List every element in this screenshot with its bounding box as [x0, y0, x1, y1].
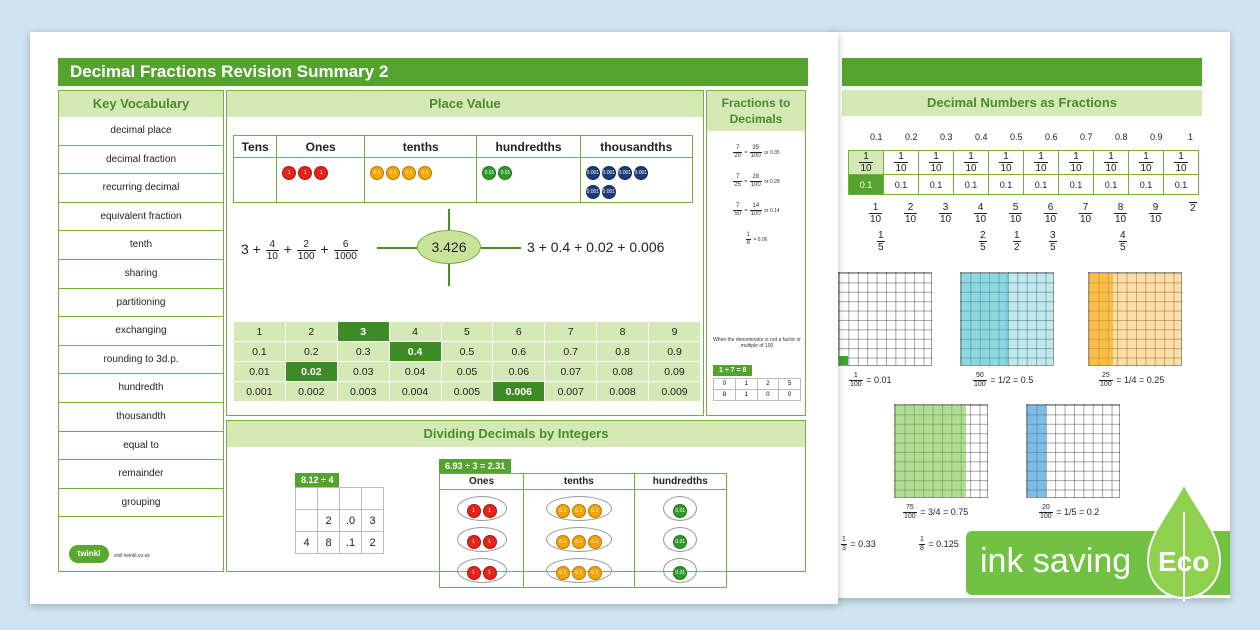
strip-cell: 0.1: [1024, 175, 1059, 195]
arrow-left: [377, 247, 417, 249]
eco-label: Eco: [1158, 546, 1210, 577]
scale-fraction: $\frac{6}{10}$: [1045, 202, 1057, 225]
grid-cell: 0.1: [234, 342, 286, 362]
hundredths-counter: 0.01: [482, 166, 496, 180]
fifth-fraction: $\frac{2}{5}$: [980, 230, 986, 253]
column-header: thousandths: [580, 136, 692, 158]
grid-cell: 0.001: [234, 382, 286, 402]
scale-label: 0.9: [1150, 132, 1163, 142]
grid-cell: 0.9: [649, 342, 701, 362]
ones-counter: 1: [282, 166, 296, 180]
vocab-item: partitioning: [59, 289, 223, 318]
tenths-counter: 0.1: [386, 166, 400, 180]
scale-label: 0.2: [905, 132, 918, 142]
vocab-item: tenth: [59, 231, 223, 260]
thousandths-counter: 0.001: [602, 185, 616, 199]
grid-cell: 0.007: [545, 382, 597, 402]
scale-fraction: $\frac{5}{10}$: [1010, 202, 1022, 225]
scale-fraction: $\frac{4}{10}$: [975, 202, 987, 225]
vocab-item: decimal fraction: [59, 146, 223, 175]
grid-cell: 0.002: [285, 382, 337, 402]
scale-fraction: $\frac{2}{10}$: [905, 202, 917, 225]
division-cell: .0: [340, 510, 362, 532]
grid-cell: 0.008: [597, 382, 649, 402]
vocab-item: equal to: [59, 432, 223, 461]
column-header: tenths: [524, 474, 635, 490]
leaf-drop-icon: [1146, 482, 1222, 602]
division-result-tab: 6.93 ÷ 3 = 2.31: [439, 459, 511, 473]
front-page: [30, 32, 838, 604]
strip-cell: $\frac{1}{10}$: [884, 151, 919, 175]
panel-heading: Dividing Decimals by Integers: [227, 421, 805, 447]
fifth-fraction: $\frac{3}{5}$: [1050, 230, 1056, 253]
strip-cell: 0.1: [989, 175, 1024, 195]
arrow-down: [448, 264, 450, 286]
grid-cell: 0.003: [337, 382, 389, 402]
strip-cell: $\frac{1}{10}$: [1129, 151, 1164, 175]
conversion-row: $\frac{7}{20}$ = $\frac{35}{100}$ or 0.35: [734, 145, 780, 159]
column-header: Ones: [440, 474, 524, 490]
panel-heading: Place Value: [227, 91, 703, 117]
thousandths-counter: 0.001: [634, 166, 648, 180]
strip-cell: 0.1: [1129, 175, 1164, 195]
column-header: hundredths: [477, 136, 580, 158]
fifth-fraction: $\frac{1}{5}$: [878, 230, 884, 253]
bottom-fraction: $\frac{1}{8}$ = 0.125: [920, 536, 959, 552]
thousandths-cell: [580, 158, 692, 203]
division-place-value-table: [439, 473, 727, 588]
scale-label: 0.5: [1010, 132, 1023, 142]
division-cell: [318, 488, 340, 510]
hundredths-groups: 0.01 0.01 0.01: [634, 490, 726, 588]
fraction-expression: 3 + $\frac{4}{10}$ + $\frac{2}{100}$ + $\frac{6}{1000}$: [241, 239, 357, 262]
division-cell: .1: [340, 532, 362, 554]
strip-cell: 0.1: [1094, 175, 1129, 195]
decimal-expression: 3 + 0.4 + 0.02 + 0.006: [527, 239, 665, 255]
grid-caption: $\frac{1}{100}$ = 0.01: [850, 372, 892, 388]
grid-cell: 4: [389, 322, 441, 342]
division-cell: [362, 488, 384, 510]
twinkl-url[interactable]: visit twinkl.co.uk: [114, 553, 150, 559]
grid-cell: 0.6: [493, 342, 545, 362]
vocab-item: hundredth: [59, 374, 223, 403]
grid-cell: 0.3: [337, 342, 389, 362]
strip-cell: $\frac{1}{10}$: [849, 151, 884, 175]
division-cell: 2: [318, 510, 340, 532]
strip-cell: 0.1: [1164, 175, 1199, 195]
grid-cell: 2: [285, 322, 337, 342]
dividing-decimals-panel: [226, 420, 806, 576]
grid-caption: $\frac{75}{100}$ = 3/4 = 0.75: [904, 504, 969, 520]
grid-cell: 9: [649, 322, 701, 342]
strip-cell: $\frac{1}{10}$: [954, 151, 989, 175]
scale-label: 0.1: [870, 132, 883, 142]
division-cell: [296, 510, 318, 532]
column-header: hundredths: [634, 474, 726, 490]
column-header: Ones: [277, 136, 365, 158]
conversion-row: $\frac{1}{8}$ = 0.06: [746, 232, 768, 246]
fifth-fraction: $\frac{1}{2}$: [1014, 230, 1020, 253]
back-header-bar: [842, 58, 1202, 86]
hundred-grid: [1026, 404, 1120, 498]
scale-fraction: $\frac{1}{10}$: [870, 202, 882, 225]
hundred-grid: [894, 404, 988, 498]
grid-cell: 0.4: [389, 342, 441, 362]
thousandths-counter: 0.001: [586, 185, 600, 199]
division-cell: 8: [318, 532, 340, 554]
grid-caption: $\frac{25}{100}$ = 1/4 = 0.25: [1100, 372, 1165, 388]
division-cell: 3: [362, 510, 384, 532]
grid-cell: 0.005: [441, 382, 493, 402]
grid-cell: 0.03: [337, 362, 389, 382]
tenths-counter: 0.1: [418, 166, 432, 180]
panel-heading: Fractions to Decimals: [707, 91, 805, 131]
grid-cell: 0.8: [597, 342, 649, 362]
place-value-grid: [233, 321, 701, 402]
grid-cell: 0.07: [545, 362, 597, 382]
page-title: Decimal Fractions Revision Summary 2: [58, 58, 808, 86]
scale-fraction: $\frac{3}{10}$: [940, 202, 952, 225]
division-cell: [340, 488, 362, 510]
twinkl-logo[interactable]: twinkl: [69, 545, 109, 563]
vocab-item: rounding to 3d.p.: [59, 346, 223, 375]
strip-cell: 0.1: [954, 175, 989, 195]
grid-cell: 0.04: [389, 362, 441, 382]
grid-cell: 8: [597, 322, 649, 342]
division-cell: 2: [362, 532, 384, 554]
strip-cell: $\frac{1}{10}$: [919, 151, 954, 175]
hundred-grid: [1088, 272, 1182, 366]
grid-cell: 0.2: [285, 342, 337, 362]
ones-counter: 1: [298, 166, 312, 180]
grid-cell: 0.004: [389, 382, 441, 402]
grid-cell: 6: [493, 322, 545, 342]
conversion-row: $\frac{7}{25}$ = $\frac{28}{100}$ or 0.28: [734, 174, 780, 188]
vocab-item: remainder: [59, 460, 223, 489]
thousandths-counter: 0.001: [586, 166, 600, 180]
ones-groups: 1 1 1 1 1 1: [440, 490, 524, 588]
grid-cell: 0.06: [493, 362, 545, 382]
division-tab: 1 ÷ 7 = 8: [713, 365, 752, 376]
grid-cell: 0.5: [441, 342, 493, 362]
division-cell: 4: [296, 532, 318, 554]
strip-cell: $\frac{1}{10}$: [1164, 151, 1199, 175]
scale-fraction: $\frac{9}{10}$: [1150, 202, 1162, 225]
grid-caption: $\frac{20}{100}$ = 1/5 = 0.2: [1040, 504, 1100, 520]
strip-cell: 0.1: [1059, 175, 1094, 195]
place-value-table: [233, 135, 693, 203]
vocab-item: grouping: [59, 489, 223, 518]
bottom-fraction: $\frac{1}{3}$ = 0.33: [842, 536, 876, 552]
fractions-to-decimals-panel: [706, 90, 806, 416]
division-cell: [296, 488, 318, 510]
tenths-counter: 0.1: [402, 166, 416, 180]
scale-label: 0.7: [1080, 132, 1093, 142]
grid-cell: 0.01: [234, 362, 286, 382]
strip-cell: 0.1: [849, 175, 884, 195]
tenths-groups: 0.1 0.1 0.1 0.1 0.1 0.1 0.1 0.1 0.1: [524, 490, 635, 588]
vocab-item: exchanging: [59, 317, 223, 346]
ones-cell: [277, 158, 365, 203]
grid-cell: 0.02: [285, 362, 337, 382]
grid-cell: 1: [234, 322, 286, 342]
grid-cell: 3: [337, 322, 389, 342]
scale-label: 0.8: [1115, 132, 1128, 142]
decimal-number: 3.426: [417, 230, 481, 264]
grid-cell: 0.006: [493, 382, 545, 402]
grid-cell: 7: [545, 322, 597, 342]
arrow-right: [481, 247, 521, 249]
vocab-item: decimal place: [59, 117, 223, 146]
scale-fraction: $\frac{7}{10}$: [1080, 202, 1092, 225]
grid-cell: 0.009: [649, 382, 701, 402]
grid-caption: $\frac{50}{100}$ = 1/2 = 0.5: [974, 372, 1034, 388]
ones-counter: 1: [314, 166, 328, 180]
scale-label: 0.3: [940, 132, 953, 142]
scale-fraction: $\frac{8}{10}$: [1115, 202, 1127, 225]
hundredths-cell: [477, 158, 580, 203]
column-header: Tens: [234, 136, 277, 158]
mini-division: 0 1 2 5 8 1 0 0: [713, 378, 801, 401]
strip-cell: $\frac{1}{10}$: [989, 151, 1024, 175]
conversion-note: When the denominator is not a factor or multiple of 100: [713, 337, 801, 349]
strip-cell: $\frac{1}{10}$: [1059, 151, 1094, 175]
tens-cell: [234, 158, 277, 203]
grid-cell: 0.09: [649, 362, 701, 382]
vocab-item: thousandth: [59, 403, 223, 432]
thousandths-counter: 0.001: [602, 166, 616, 180]
vocab-item: sharing: [59, 260, 223, 289]
scale-label: 0.6: [1045, 132, 1058, 142]
grid-cell: 0.08: [597, 362, 649, 382]
hundredths-counter: 0.01: [498, 166, 512, 180]
scale-fraction: 2: [1190, 203, 1196, 214]
hundred-grid: [960, 272, 1054, 366]
ink-saving-label: ink saving: [980, 542, 1132, 580]
panel-heading: Decimal Numbers as Fractions: [842, 90, 1202, 116]
strip-cell: $\frac{1}{10}$: [1024, 151, 1059, 175]
grid-cell: 0.7: [545, 342, 597, 362]
tenths-counter: 0.1: [370, 166, 384, 180]
grid-cell: 5: [441, 322, 493, 342]
tenths-cell: [365, 158, 477, 203]
tenths-strip: [848, 150, 1199, 195]
scale-label: 0.4: [975, 132, 988, 142]
arrow-up: [448, 209, 450, 230]
scale-label: 1: [1188, 132, 1194, 142]
conversion-row: $\frac{7}{50}$ = $\frac{14}{100}$ or 0.14: [734, 203, 780, 217]
strip-cell: 0.1: [884, 175, 919, 195]
bus-stop-division: [295, 487, 384, 554]
strip-cell: 0.1: [919, 175, 954, 195]
grid-cell: 0.05: [441, 362, 493, 382]
hundred-grid: [838, 272, 932, 366]
fifth-fraction: $\frac{4}{5}$: [1120, 230, 1126, 253]
place-value-panel: [226, 90, 704, 416]
panel-heading: Key Vocabulary: [59, 91, 223, 117]
key-vocabulary-panel: [58, 90, 224, 572]
thousandths-counter: 0.001: [618, 166, 632, 180]
bus-stop-tab: 8.12 ÷ 4: [295, 473, 339, 487]
vocab-item: equivalent fraction: [59, 203, 223, 232]
column-header: tenths: [365, 136, 477, 158]
vocab-item: recurring decimal: [59, 174, 223, 203]
strip-cell: $\frac{1}{10}$: [1094, 151, 1129, 175]
